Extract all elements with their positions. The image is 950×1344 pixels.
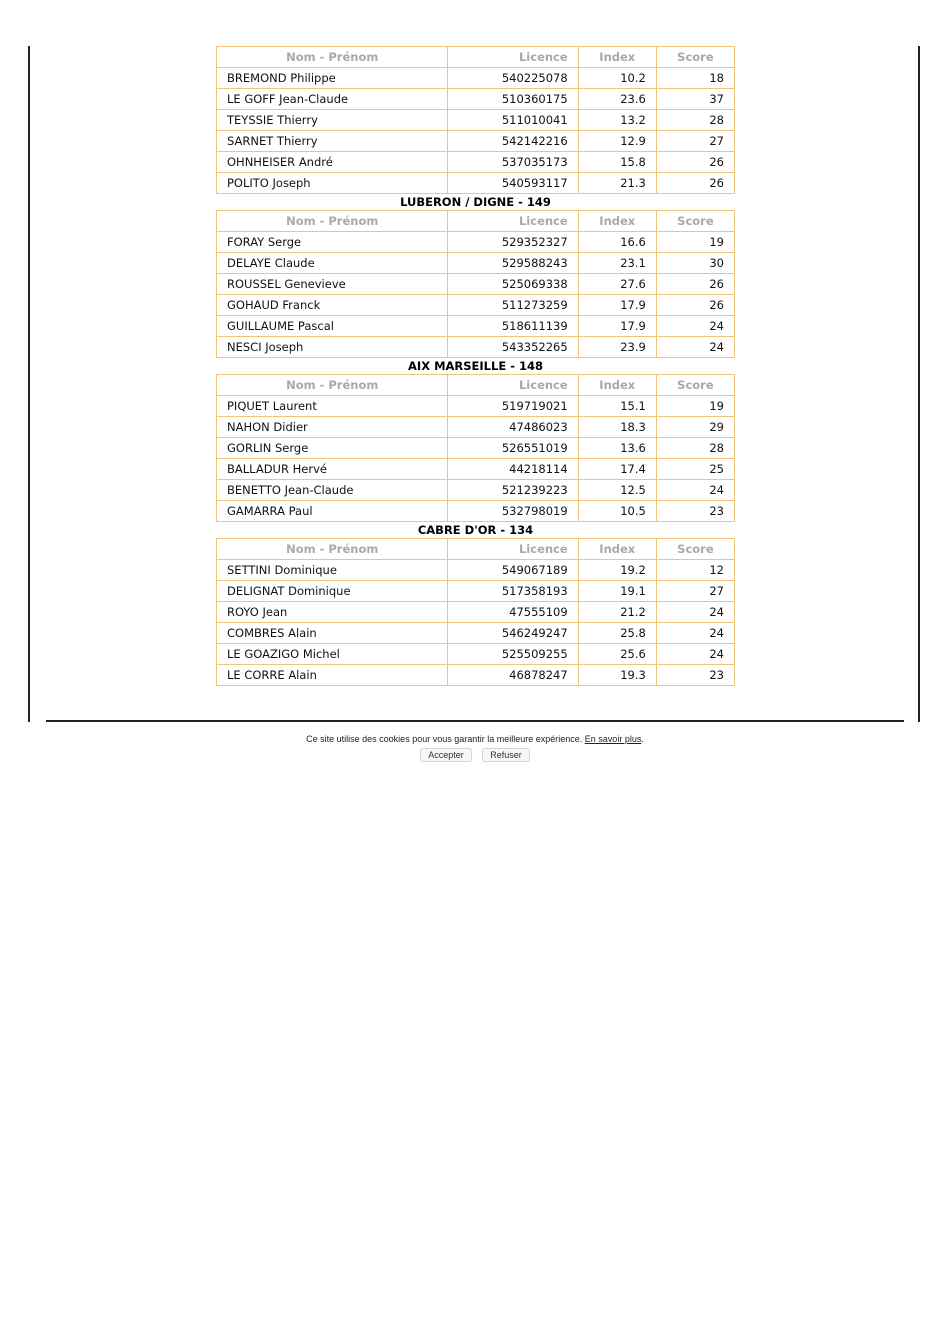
cell-index: 19.3 bbox=[578, 665, 656, 686]
cell-index: 21.3 bbox=[578, 173, 656, 194]
cell-index: 25.8 bbox=[578, 623, 656, 644]
cookie-message: Ce site utilise des cookies pour vous garantir la meilleure expérience. bbox=[306, 734, 583, 744]
cell-name: GAMARRA Paul bbox=[217, 501, 448, 522]
table-row bbox=[217, 644, 735, 665]
cell-score: 26 bbox=[656, 173, 734, 194]
cell-name: ROUSSEL Genevieve bbox=[217, 274, 448, 295]
cell-licence: 525069338 bbox=[448, 274, 578, 295]
table-row bbox=[217, 560, 735, 581]
table-row bbox=[217, 665, 735, 686]
table-row bbox=[217, 501, 735, 522]
cell-licence: 525509255 bbox=[448, 644, 578, 665]
cell-index: 12.5 bbox=[578, 480, 656, 501]
cell-score: 27 bbox=[656, 581, 734, 602]
column-header-name: Nom - Prénom bbox=[217, 211, 448, 232]
table-header-row bbox=[217, 211, 735, 232]
cell-index: 25.6 bbox=[578, 644, 656, 665]
cell-name: SARNET Thierry bbox=[217, 131, 448, 152]
cell-licence: 526551019 bbox=[448, 438, 578, 459]
cell-score: 26 bbox=[656, 152, 734, 173]
cell-score: 25 bbox=[656, 459, 734, 480]
table-row bbox=[217, 173, 735, 194]
cell-index: 15.1 bbox=[578, 396, 656, 417]
cell-name: LE CORRE Alain bbox=[217, 665, 448, 686]
cell-name: FORAY Serge bbox=[217, 232, 448, 253]
table-row bbox=[217, 274, 735, 295]
cell-score: 28 bbox=[656, 110, 734, 131]
cell-index: 10.5 bbox=[578, 501, 656, 522]
column-header-index: Index bbox=[578, 211, 656, 232]
table-row bbox=[217, 131, 735, 152]
group-title: LUBERON / DIGNE - 149 bbox=[400, 195, 551, 209]
results-table bbox=[216, 538, 735, 686]
column-header-licence: Licence bbox=[448, 539, 578, 560]
cell-name: LE GOFF Jean-Claude bbox=[217, 89, 448, 110]
column-header-score: Score bbox=[656, 211, 734, 232]
cell-licence: 543352265 bbox=[448, 337, 578, 358]
cell-name: COMBRES Alain bbox=[217, 623, 448, 644]
table-row bbox=[217, 337, 735, 358]
cell-licence: 47486023 bbox=[448, 417, 578, 438]
cell-name: ROYO Jean bbox=[217, 602, 448, 623]
cookie-banner bbox=[0, 732, 950, 762]
cell-licence: 546249247 bbox=[448, 623, 578, 644]
cookie-message-line bbox=[0, 732, 950, 746]
table-row bbox=[217, 316, 735, 337]
cell-index: 17.4 bbox=[578, 459, 656, 480]
cell-index: 17.9 bbox=[578, 316, 656, 337]
cell-licence: 47555109 bbox=[448, 602, 578, 623]
cell-index: 16.6 bbox=[578, 232, 656, 253]
column-header-score: Score bbox=[656, 539, 734, 560]
cell-licence: 529588243 bbox=[448, 253, 578, 274]
cell-licence: 549067189 bbox=[448, 560, 578, 581]
cell-score: 24 bbox=[656, 480, 734, 501]
cell-name: BENETTO Jean-Claude bbox=[217, 480, 448, 501]
cell-name: LE GOAZIGO Michel bbox=[217, 644, 448, 665]
table-row bbox=[217, 396, 735, 417]
cell-name: BALLADUR Hervé bbox=[217, 459, 448, 480]
cell-licence: 511010041 bbox=[448, 110, 578, 131]
cell-name: TEYSSIE Thierry bbox=[217, 110, 448, 131]
cell-score: 19 bbox=[656, 396, 734, 417]
cell-name: NAHON Didier bbox=[217, 417, 448, 438]
cell-score: 19 bbox=[656, 232, 734, 253]
cell-name: DELAYE Claude bbox=[217, 253, 448, 274]
refuse-cookies-button[interactable]: Refuser bbox=[482, 748, 530, 762]
column-header-name: Nom - Prénom bbox=[217, 47, 448, 68]
table-row bbox=[217, 68, 735, 89]
cell-name: OHNHEISER André bbox=[217, 152, 448, 173]
cell-score: 12 bbox=[656, 560, 734, 581]
cell-name: POLITO Joseph bbox=[217, 173, 448, 194]
cell-index: 15.8 bbox=[578, 152, 656, 173]
cell-score: 24 bbox=[656, 602, 734, 623]
column-header-index: Index bbox=[578, 539, 656, 560]
cell-score: 24 bbox=[656, 337, 734, 358]
group-title: CABRE D'OR - 134 bbox=[417, 523, 534, 537]
table-row bbox=[217, 110, 735, 131]
table-row bbox=[217, 581, 735, 602]
cell-licence: 510360175 bbox=[448, 89, 578, 110]
cell-score: 24 bbox=[656, 316, 734, 337]
cell-index: 23.9 bbox=[578, 337, 656, 358]
page-frame-right-border bbox=[918, 46, 920, 722]
cell-licence: 511273259 bbox=[448, 295, 578, 316]
table-header-row bbox=[217, 539, 735, 560]
results-table bbox=[216, 46, 735, 194]
table-row bbox=[217, 623, 735, 644]
table-header-row bbox=[217, 47, 735, 68]
group-title: AIX MARSEILLE - 148 bbox=[408, 359, 543, 373]
table-row bbox=[217, 417, 735, 438]
cell-name: GORLIN Serge bbox=[217, 438, 448, 459]
cell-score: 30 bbox=[656, 253, 734, 274]
cell-score: 29 bbox=[656, 417, 734, 438]
results-content bbox=[216, 46, 735, 686]
cell-index: 21.2 bbox=[578, 602, 656, 623]
cell-licence: 46878247 bbox=[448, 665, 578, 686]
table-row bbox=[217, 253, 735, 274]
cell-score: 18 bbox=[656, 68, 734, 89]
page-frame-bottom-border bbox=[46, 720, 904, 722]
cell-name: BREMOND Philippe bbox=[217, 68, 448, 89]
column-header-licence: Licence bbox=[448, 211, 578, 232]
table-header-row bbox=[217, 375, 735, 396]
cell-licence: 44218114 bbox=[448, 459, 578, 480]
cell-name: PIQUET Laurent bbox=[217, 396, 448, 417]
table-row bbox=[217, 152, 735, 173]
cell-licence: 517358193 bbox=[448, 581, 578, 602]
column-header-licence: Licence bbox=[448, 375, 578, 396]
learn-more-link[interactable]: En savoir plus bbox=[584, 734, 642, 744]
column-header-score: Score bbox=[656, 375, 734, 396]
cell-licence: 529352327 bbox=[448, 232, 578, 253]
cell-licence: 519719021 bbox=[448, 396, 578, 417]
table-row bbox=[217, 459, 735, 480]
cell-score: 24 bbox=[656, 623, 734, 644]
cell-index: 17.9 bbox=[578, 295, 656, 316]
cell-index: 18.3 bbox=[578, 417, 656, 438]
column-header-score: Score bbox=[656, 47, 734, 68]
cell-index: 19.1 bbox=[578, 581, 656, 602]
column-header-name: Nom - Prénom bbox=[217, 375, 448, 396]
cell-name: GUILLAUME Pascal bbox=[217, 316, 448, 337]
table-row bbox=[217, 232, 735, 253]
column-header-licence: Licence bbox=[448, 47, 578, 68]
cell-licence: 537035173 bbox=[448, 152, 578, 173]
cell-score: 26 bbox=[656, 295, 734, 316]
cell-score: 28 bbox=[656, 438, 734, 459]
table-row bbox=[217, 480, 735, 501]
cookie-message-end: . bbox=[641, 734, 644, 744]
cell-index: 23.1 bbox=[578, 253, 656, 274]
accept-cookies-button[interactable]: Accepter bbox=[420, 748, 472, 762]
column-header-index: Index bbox=[578, 375, 656, 396]
cell-score: 26 bbox=[656, 274, 734, 295]
table-row bbox=[217, 602, 735, 623]
cell-score: 27 bbox=[656, 131, 734, 152]
table-row bbox=[217, 89, 735, 110]
cell-licence: 542142216 bbox=[448, 131, 578, 152]
column-header-name: Nom - Prénom bbox=[217, 539, 448, 560]
cell-score: 23 bbox=[656, 665, 734, 686]
cell-licence: 521239223 bbox=[448, 480, 578, 501]
cell-licence: 532798019 bbox=[448, 501, 578, 522]
cell-index: 13.6 bbox=[578, 438, 656, 459]
cell-name: GOHAUD Franck bbox=[217, 295, 448, 316]
table-row bbox=[217, 438, 735, 459]
cell-index: 19.2 bbox=[578, 560, 656, 581]
cell-licence: 518611139 bbox=[448, 316, 578, 337]
cell-licence: 540225078 bbox=[448, 68, 578, 89]
cell-score: 24 bbox=[656, 644, 734, 665]
cell-index: 13.2 bbox=[578, 110, 656, 131]
cell-name: DELIGNAT Dominique bbox=[217, 581, 448, 602]
cell-index: 23.6 bbox=[578, 89, 656, 110]
column-header-index: Index bbox=[578, 47, 656, 68]
cookie-buttons bbox=[0, 748, 950, 762]
cell-index: 12.9 bbox=[578, 131, 656, 152]
cell-name: NESCI Joseph bbox=[217, 337, 448, 358]
cell-score: 37 bbox=[656, 89, 734, 110]
cell-index: 27.6 bbox=[578, 274, 656, 295]
table-row bbox=[217, 295, 735, 316]
cell-name: SETTINI Dominique bbox=[217, 560, 448, 581]
cell-licence: 540593117 bbox=[448, 173, 578, 194]
results-table bbox=[216, 210, 735, 358]
page-frame-left-border bbox=[28, 46, 30, 722]
results-table bbox=[216, 374, 735, 522]
cell-score: 23 bbox=[656, 501, 734, 522]
cell-index: 10.2 bbox=[578, 68, 656, 89]
